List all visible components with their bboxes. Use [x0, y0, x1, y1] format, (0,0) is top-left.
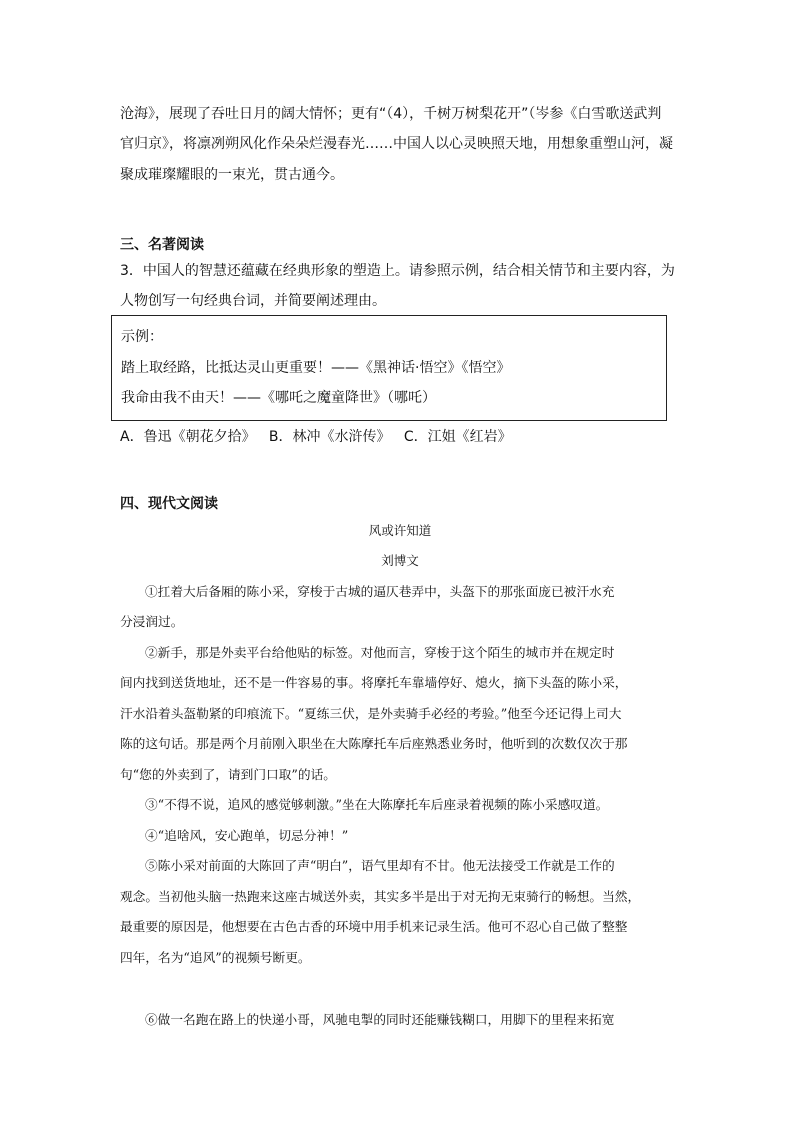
example-line-2: 我命由我不由天！——《哪吒之魔童降世》（哪吒）: [121, 390, 436, 406]
section3-heading: 三、名著阅读: [120, 237, 204, 253]
paragraph-3-line-1: ③“不得不说，追风的感觉够刺激。”坐在大陈摩托车后座录着视频的陈小采感叹道。: [145, 797, 609, 812]
paragraph-2-line-4: 陈的这句话。那是两个月前刚入职坐在大陈摩托车后座熟悉业务时，他听到的次数仅次于那: [120, 736, 628, 751]
paragraph-2-line-3: 汗水沿着头盔勒紧的印痕流下。“夏练三伏，是外卖骑手必经的考验。”他至今还记得上司大: [120, 706, 622, 721]
paragraph-5-line-4: 四年，名为“追风”的视频号断更。: [120, 950, 311, 965]
intro-line-3: 聚成璀璨耀眼的一束光，贯古通今。: [120, 167, 344, 183]
article-title: 风或许知道: [368, 523, 432, 538]
paragraph-6-line-1: ⑥做一名跑在路上的快递小哥，风驰电掣的同时还能赚钱糊口，用脚下的里程来拓宽: [145, 1012, 615, 1027]
paragraph-1-line-1: ①扛着大后备厢的陈小采，穿梭于古城的逼仄巷弄中，头盔下的那张面庞已被汗水充: [145, 584, 615, 599]
answer-options: A．鲁迅《朝花夕拾》 B．林冲《水浒传》 C．江姐《红岩》: [120, 429, 512, 445]
article-author: 刘博文: [381, 553, 419, 568]
section4-heading: 四、现代文阅读: [120, 496, 218, 512]
paragraph-4-line-1: ④“追啥风，安心跑单，切忌分神！”: [145, 828, 349, 843]
paragraph-2-line-5: 句“您的外卖到了，请到门口取”的话。: [120, 767, 336, 782]
question3-line-1: 3．中国人的智慧还蕴藏在经典形象的塑造上。请参照示例，结合相关情节和主要内容，为: [120, 263, 675, 279]
intro-line-2: 官归京》，将凛冽朔风化作朵朵烂漫春光……中国人以心灵映照天地，用想象重塑山河，凝: [120, 136, 673, 152]
paragraph-2-line-2: 间内找到送货地址，还不是一件容易的事。将摩托车靠墙停好、熄火，摘下头盔的陈小采，: [120, 675, 628, 690]
paragraph-2-line-1: ②新手，那是外卖平台给他贴的标签。对他而言，穿梭于这个陌生的城市并在规定时: [145, 645, 615, 660]
paragraph-5-line-2: 观念。当初他头脑一热跑来这座古城送外卖，其实多半是出于对无拘无束骑行的畅想。当然，: [120, 889, 641, 904]
intro-line-1: 沧海》，展现了吞吐日月的阔大情怀；更有“（4），千树万树梨花开”（岑参《白雪歌送武判: [120, 106, 662, 122]
paragraph-5-line-3: 最重要的原因是，他想要在古色古香的环境中用手机来记录生活。他可不忍心自己做了整整: [120, 919, 628, 934]
question3-line-2: 人物创写一句经典台词，并简要阐述理由。: [120, 293, 386, 309]
example-box: [111, 315, 667, 421]
example-line-1: 踏上取经路，比抵达灵山更重要！——《黑神话·悟空》《悟空》: [121, 360, 511, 376]
paragraph-1-line-2: 分浸润过。: [120, 614, 184, 629]
example-label: 示例：: [121, 329, 163, 345]
paragraph-5-line-1: ⑤陈小采对前面的大陈回了声“明白”，语气里却有不甘。他无法接受工作就是工作的: [145, 858, 615, 873]
